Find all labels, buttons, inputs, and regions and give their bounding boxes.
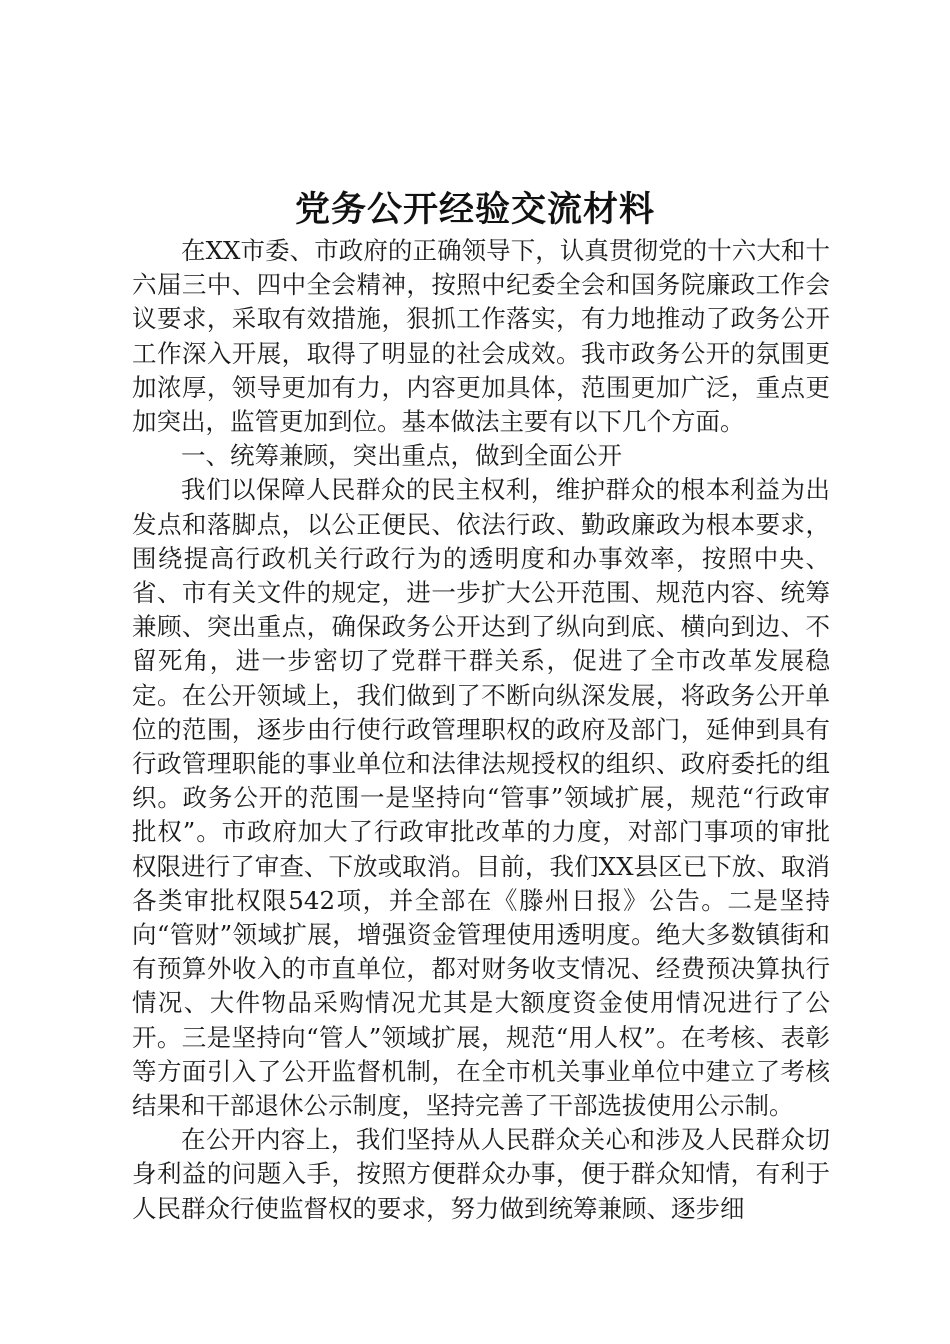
document-body bbox=[132, 234, 830, 1226]
paragraph-content: 在公开内容上，我们坚持从人民群众关心和涉及人民群众切身利益的问题入手，按照方便群众办事，便于群众知情，有利于人民群众行使监督权的要求，努力做到统筹兼顾、逐步细 bbox=[132, 1125, 830, 1223]
paragraph-section-one: 我们以保障人民群众的民主权利，维护群众的根本利益为出发点和落脚点，以公正便民、依法行政、勤政廉政为根本要求，围绕提高行政机关行政行为的透明度和办事效率，按照中央、省、市有关文件的规定，进一步扩大公开范围、规范内容、统筹兼顾、突出重点，确保政务公开达到了纵向到底、横向到边、不留死角，进一步密切了党群干群关系，促进了全市改革发展稳定。在公开领域上，我们做到了不断向纵深发展，将政务公开单位的范围，逐步由行使行政管理职权的政府及部门，延伸到具有行政管理职能的事业单位和法律法规授权的组织、政府委托的组织。政务公开的范围一是坚持向“管事”领域扩展，规范“行政审批权”。市政府加大了行政审批改革的力度，对部门事项的审批权限进行了审查、下放或取消。目前，我们XX县区已下放、取消各类审批权限542项，并全部在《滕州日报》公告。二是坚持向“管财”领域扩展，增强资金管理使用透明度。绝大多数镇街和有预算外收入的市直单位，都对财务收支情况、经费预决算执行情况、大件物品采购情况尤其是大额度资金使用情况进行了公开。三是坚持向“管人”领域扩展，规范“用人权”。在考核、表彰等方面引入了公开监督机制，在全市机关事业单位中建立了考核结果和干部退休公示制度，坚持完善了干部选拔使用公示制。 bbox=[132, 475, 830, 1121]
section-heading: 一、统筹兼顾，突出重点，做到全面公开 bbox=[181, 441, 622, 471]
document-title: 党务公开经验交流材料 bbox=[294, 189, 655, 230]
paragraph-intro: 在XX市委、市政府的正确领导下，认真贯彻党的十六大和十六届三中、四中全会精神，按照中纪委全会和国务院廉政工作会议要求，采取有效措施，狠抓工作落实，有力地推动了政务公开工作深入开展，取得了明显的社会成效。我市政务公开的氛围更加浓厚，领导更加有力，内容更加具体，范围更加广泛，重点更加突出，监管更加到位。基本做法主要有以下几个方面。 bbox=[132, 236, 830, 437]
